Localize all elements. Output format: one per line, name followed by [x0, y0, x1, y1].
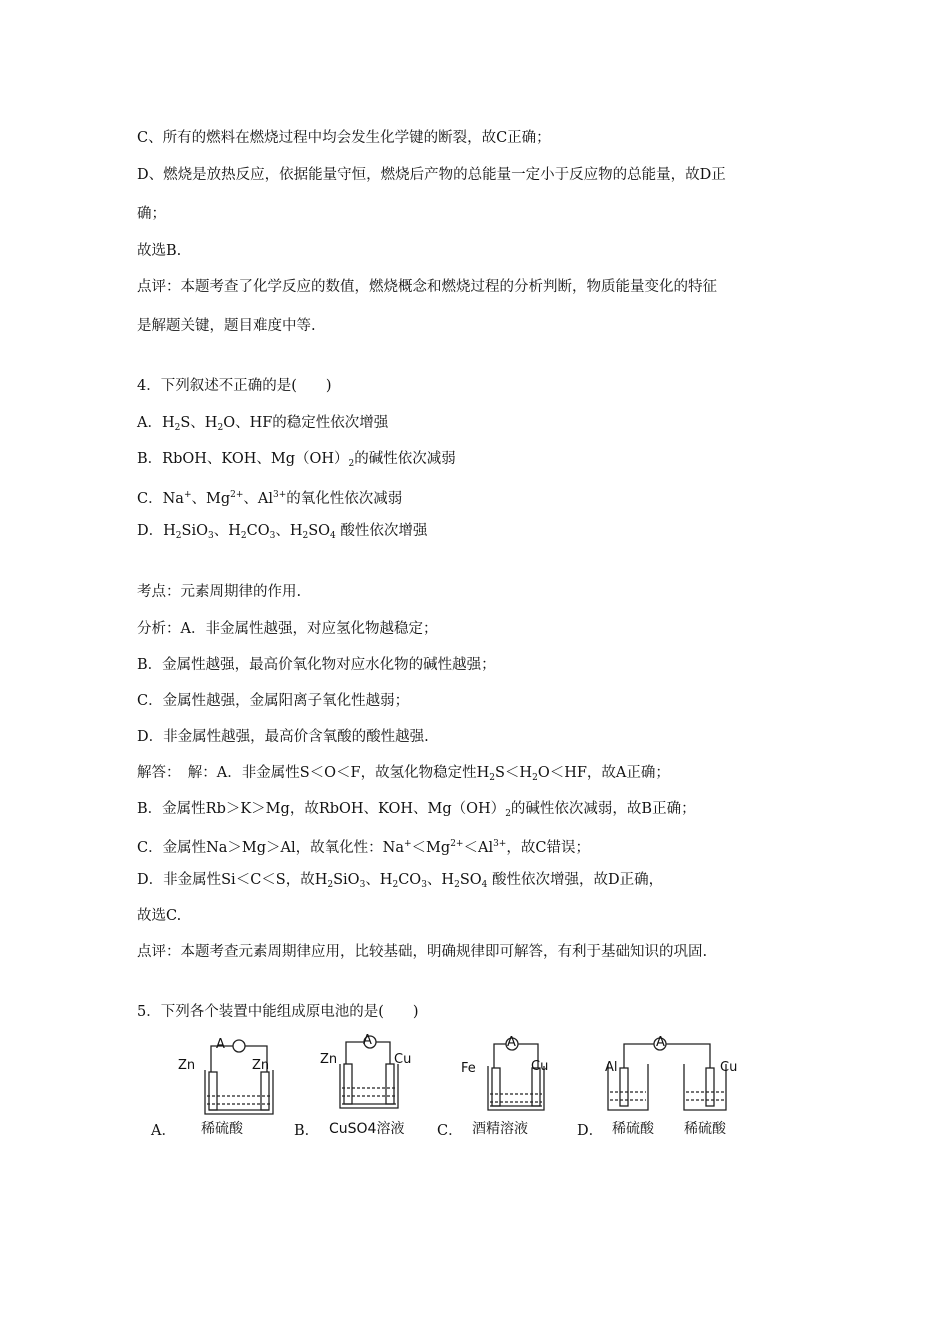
q5-option-a-letter: A．	[151, 1123, 176, 1139]
electrode-c-left: Fe	[461, 1061, 476, 1076]
q3-option-c-explanation: C、所有的燃料在燃烧过程中均会发生化学键的断裂，故C正确；	[137, 130, 551, 146]
q4-stem: 4．下列叙述不正确的是( )	[137, 378, 332, 394]
q5-option-b-solution: CuSO4溶液	[329, 1121, 405, 1137]
q4-option-b: B．RbOH、KOH、$Mg(OH)_2$的碱性依次减弱	[137, 451, 456, 469]
q4-option-a: A．$H_2S$、$H_2O$、HF的稳定性依次增强	[137, 415, 389, 433]
q5-option-d-solution-left: 稀硫酸	[612, 1121, 654, 1137]
electrode-a-right: Zn	[252, 1058, 270, 1073]
apparatus-d-diagram	[600, 1034, 740, 1116]
q4-analysis-c: C．金属性越强，金属阳离子氧化性越弱；	[137, 693, 410, 709]
q3-comment: 点评：本题考查了化学反应的数值，燃烧概念和燃烧过程的分析判断，物质能量变化的特征	[137, 279, 717, 295]
apparatus-c-diagram	[478, 1036, 558, 1116]
electrode-a-left: Zn	[178, 1058, 196, 1073]
meter-c: A	[507, 1035, 516, 1050]
apparatus-a-diagram	[195, 1038, 280, 1118]
q4-analysis-d: D．非金属性越强，最高价含氧酸的酸性越强.	[137, 729, 429, 745]
q5-stem: 5．下列各个装置中能组成原电池的是( )	[137, 1004, 419, 1020]
q5-option-a-solution: 稀硫酸	[201, 1121, 243, 1137]
q4-option-d: D．$H_2SiO_3$、$H_2CO_3$、$H_2SO_4$ 酸性依次增强	[137, 523, 428, 541]
q4-solution-a: 解答： 解：A．非金属性S＜O＜F，故氢化物稳定性$H_2S<H_2O<HF$，故A正确；	[137, 765, 670, 783]
q5-option-d-letter: D．	[577, 1123, 604, 1139]
meter-d: A	[656, 1035, 665, 1050]
q4-solution-b: B．金属性Rb＞K＞Mg，故RbOH、KOH、$Mg(OH)_2$的碱性依次减弱，故B正确；	[137, 801, 696, 819]
electrode-d-right: Cu	[720, 1060, 738, 1075]
meter-b: A	[363, 1033, 372, 1048]
q4-comment: 点评：本题考查元素周期律应用，比较基础，明确规律即可解答，有利于基础知识的巩固.	[137, 944, 708, 960]
q5-option-c-letter: C．	[437, 1123, 463, 1139]
q4-kaodian: 考点：元素周期律的作用.	[137, 584, 302, 600]
q3-comment-cont: 是解题关键，题目难度中等.	[137, 318, 316, 334]
electrode-d-left: Al	[605, 1060, 618, 1075]
q4-answer: 故选C.	[137, 908, 182, 924]
q4-analysis-b: B．金属性越强，最高价氧化物对应水化物的碱性越强；	[137, 657, 496, 673]
q4-solution-d: D．非金属性Si＜C＜S，故$H_2SiO_3$、$H_2CO_3$、$H_2SO_4$ 酸性依次增强，故D正确，	[137, 872, 664, 890]
q5-option-d-solution-right: 稀硫酸	[684, 1121, 726, 1137]
meter-a: A	[216, 1037, 225, 1052]
q4-option-c: C．Na+、$Mg^{2+}$、$Al^{3+}$的氧化性依次减弱	[137, 490, 403, 507]
q5-option-c-solution: 酒精溶液	[472, 1121, 528, 1137]
q4-solution-c: C．金属性Na＞Mg＞Al，故氧化性：$Na^+<Mg^{2+}<Al^{3+}$，故C错误；	[137, 839, 590, 856]
q4-analysis-a: 分析：A．非金属性越强，对应氢化物越稳定；	[137, 621, 438, 637]
q3-option-d-explanation-cont: 确；	[137, 206, 166, 222]
q5-option-b-letter: B．	[294, 1123, 320, 1139]
electrode-c-right: Cu	[531, 1059, 549, 1074]
q3-answer: 故选B.	[137, 243, 182, 259]
electrode-b-right: Cu	[394, 1052, 412, 1067]
q3-option-d-explanation: D、燃烧是放热反应，依据能量守恒，燃烧后产物的总能量一定小于反应物的总能量，故D正	[137, 167, 726, 183]
electrode-b-left: Zn	[320, 1052, 338, 1067]
